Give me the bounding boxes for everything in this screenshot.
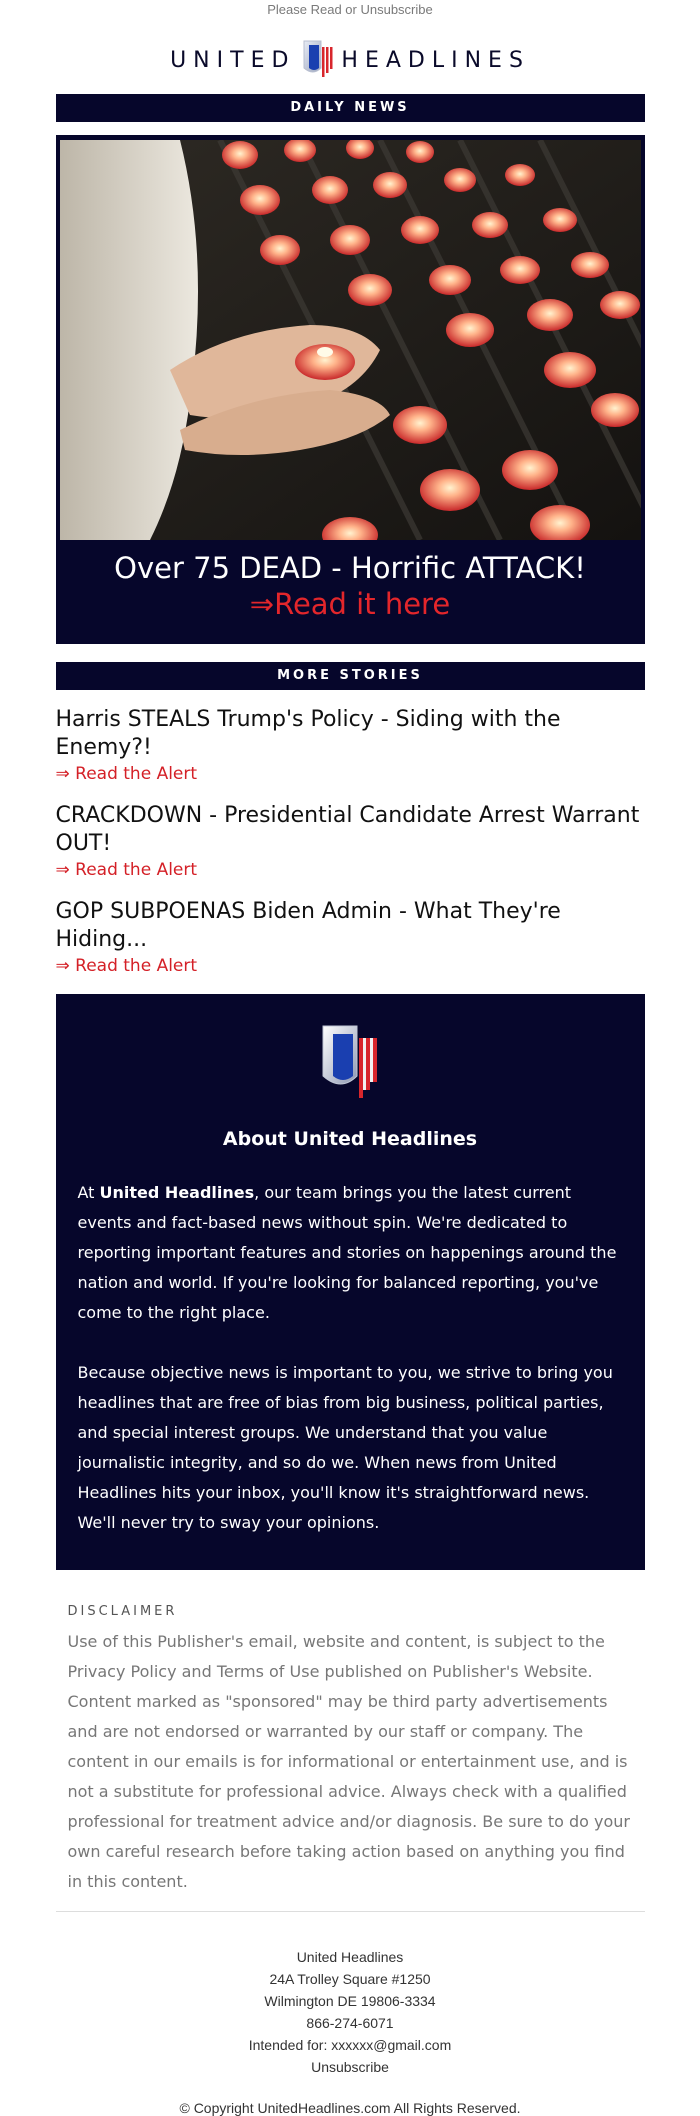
preheader [0,0,700,22]
preheader-link[interactable]: Please Read or Unsubscribe [267,2,433,17]
about-title: About United Headlines [222,1128,478,1150]
about-paragraph-1 [78,1178,623,1328]
read-alert-link[interactable]: ⇒ Read the Alert [55,860,198,880]
footer-phone: 866-274-6071 [306,2015,394,2031]
about-section [56,994,645,1570]
brand-logo[interactable] [0,38,700,82]
more-stories-bar: MORE STORIES [56,662,645,690]
disclaimer-label: DISCLAIMER [67,1604,178,1619]
hero-image-candles[interactable] [60,140,641,540]
unsubscribe-link[interactable]: Unsubscribe [311,2059,389,2075]
logo-word-left: UNITED [170,47,296,73]
hero-read-link[interactable]: ⇒Read it here [249,587,451,621]
story-title[interactable]: Harris STEALS Trump's Policy - Siding with the Enemy?! [55,707,561,760]
story-title[interactable]: CRACKDOWN - Presidential Candidate Arrest Warrant OUT! [55,803,640,856]
footer [0,1946,700,2078]
daily-news-bar: DAILY NEWS [56,94,645,122]
footer-company: United Headlines [296,1949,404,1965]
story-item [56,706,645,785]
hero-headline[interactable]: Over 75 DEAD - Horrific ATTACK! [114,551,586,585]
about-p1-prefix: At [77,1183,100,1202]
story-item [56,898,645,977]
read-alert-link[interactable]: ⇒ Read the Alert [55,764,198,784]
footer-address-line-1: 24A Trolley Square #1250 [269,1971,431,1987]
about-paragraph-2: Because objective news is important to you, we strive to bring you headlines that are free of bias from big business, political parties, and special interest groups. We understand that you value journalistic integrity, and so do we. When news from United Headlines hits your inbox, you'll know it's straightforward news. We'll never try to sway your opinions. [77,1363,613,1532]
footer-intended-for: Intended for: xxxxxx@gmail.com [248,2037,452,2053]
shield-logo-icon [319,1022,381,1104]
story-item [56,802,645,881]
logo-word-right: HEADLINES [341,47,530,73]
disclaimer [68,1604,633,1897]
divider [56,1911,645,1912]
disclaimer-text: Use of this Publisher's email, website and content, is subject to the Privacy Policy and Terms of Use published on Publisher's Website. Content marked as "sponsored" may be third party advertisements and are not endorsed or warranted by our staff or company. The content in our emails is for informational or entertainment use, and is not a substitute for professional advice. Always check with a qualified professional for treatment advice and/or diagnosis. Be sure to do your own careful research before taking action based on anything you find in this content. [67,1632,630,1891]
read-alert-link[interactable]: ⇒ Read the Alert [55,956,198,976]
about-brand-name: United Headlines [99,1183,255,1202]
story-list [56,706,645,977]
copyright: © Copyright UnitedHeadlines.com All Rights Reserved. [179,2100,521,2116]
hero-story[interactable] [56,135,645,644]
shield-logo-icon [301,38,335,82]
story-title[interactable]: GOP SUBPOENAS Biden Admin - What They're Hiding... [55,899,561,952]
footer-address-line-2: Wilmington DE 19806-3334 [264,1993,436,2009]
about-p1-text: , our team brings you the latest current events and fact-based news without spin. We're dedicated to reporting important features and stories on happenings around the nation and world. If you're looking for balanced reporting, you've come to the right place. [77,1183,617,1322]
